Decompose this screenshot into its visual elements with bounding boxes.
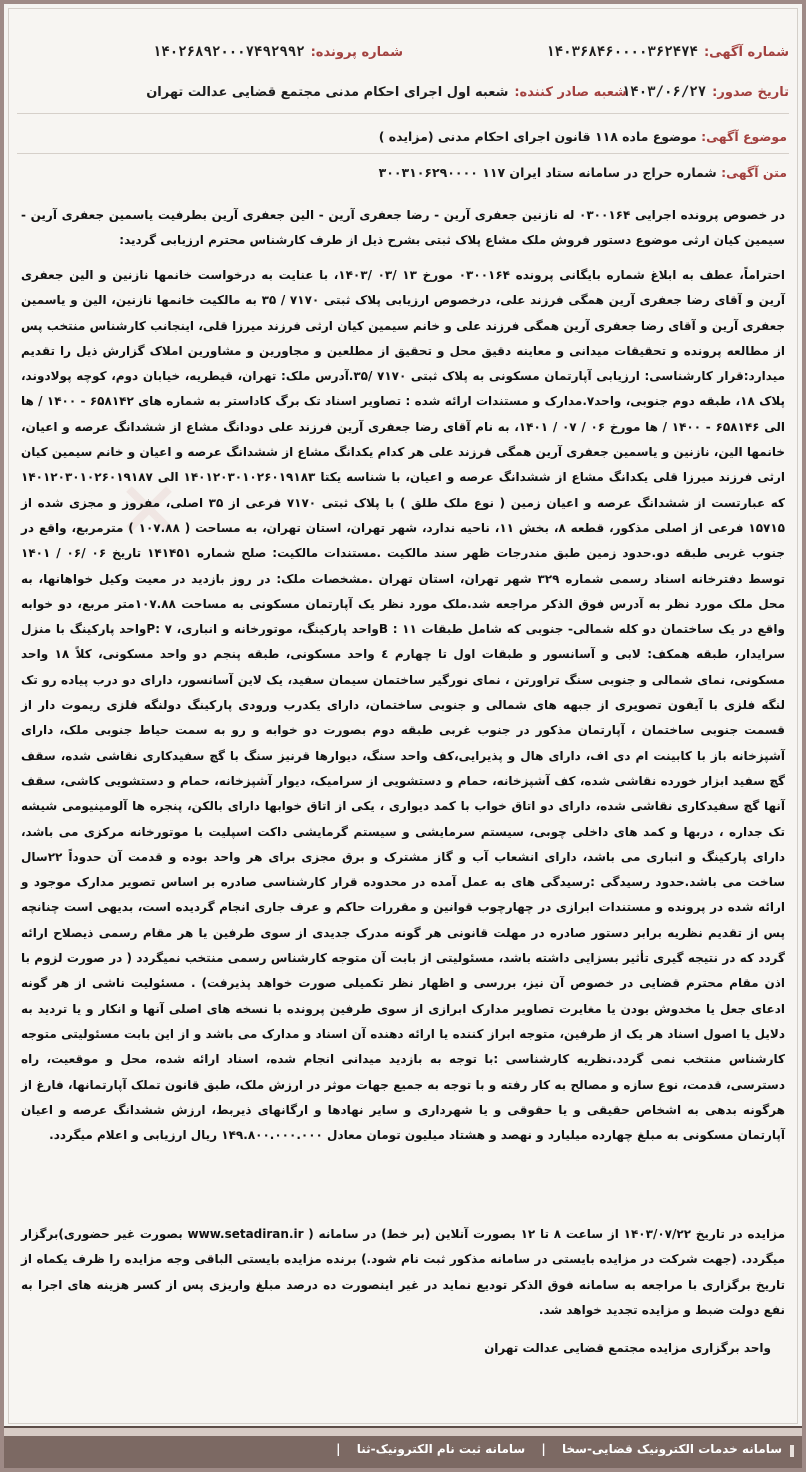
issuing-branch-cell bbox=[17, 85, 627, 100]
subject-value: موضوع ماده ۱۱۸ قانون اجرای احکام مدنی (مزایده ) bbox=[378, 129, 697, 144]
issue-date-cell bbox=[621, 84, 789, 100]
ad-text-label: متن آگهی: bbox=[721, 165, 787, 180]
footer-bar bbox=[4, 1426, 802, 1468]
subject-line bbox=[19, 129, 787, 144]
intro-paragraph bbox=[21, 203, 785, 254]
issue-date-label: تاریخ صدور: bbox=[712, 84, 789, 100]
ad-text-line bbox=[19, 165, 787, 180]
case-number-label: شماره پرونده: bbox=[310, 44, 403, 60]
header-row-2 bbox=[17, 79, 789, 105]
notice-panel bbox=[8, 8, 798, 1424]
case-number-cell bbox=[17, 44, 403, 60]
expert-report-paragraph bbox=[21, 263, 785, 1148]
case-number: ۱۴۰۲۶۸۹۲۰۰۰۷۴۹۲۹۹۲ bbox=[152, 44, 305, 60]
footer-divider-end: | bbox=[336, 1442, 341, 1456]
footer-marker-icon bbox=[790, 1445, 794, 1457]
footer-strip bbox=[4, 1428, 802, 1436]
auction-paragraph bbox=[21, 1222, 785, 1324]
ad-number-label: شماره آگهی: bbox=[703, 44, 789, 60]
signature-line bbox=[21, 1336, 785, 1361]
subject-divider bbox=[17, 153, 789, 154]
subject-label: موضوع آگهی: bbox=[701, 129, 787, 144]
issue-date: ۱۴۰۳/۰۶/۲۷ bbox=[621, 84, 707, 100]
ad-number-cell bbox=[418, 44, 789, 60]
auction-text: مزایده در تاریخ ۱۴۰۳/۰۷/۲۲ از ساعت ۸ تا ۱۲ بصورت آنلاین (بر خط) در سامانه ( www.setadiran.ir بصورت غیر حضوری)برگزار میگردد. (جهت شرکت در مزایده بایستی در سامانه مذکور ثبت نام شود.) برنده مزایده بایستی الباقی وجه مزایده را ظرف یکماه از تاریخ برگزاری با مراجعه به سامانه فوق الذکر تودیع نماید در غیر اینصورت ده درصد مبلغ واریزی پس از کسر هزینه های اجرا به نفع دولت ضبط و مزایده تجدید خواهد شد. bbox=[21, 1227, 785, 1318]
footer-links bbox=[330, 1442, 788, 1456]
footer-link-sakha[interactable]: سامانه خدمات الکترونیک قضایی-سخا bbox=[561, 1442, 782, 1456]
header-row-1 bbox=[17, 39, 789, 65]
header-divider bbox=[17, 113, 789, 114]
signature-text: واحد برگزاری مزایده مجتمع قضایی عدالت تهران bbox=[484, 1341, 771, 1355]
issuing-branch-label: شعبه صادر کننده: bbox=[514, 84, 627, 100]
footer-divider: | bbox=[541, 1442, 546, 1456]
intro-text: در خصوص پرونده اجرایی ۰۳۰۰۱۶۴ له نازنین جعفری آرین - رضا جعفری آرین - الین جعفری آرین بطرفیت یاسمین جعفری آرین - سیمین کیان ارثی موضوع دستور فروش ملک مشاع پلاک ثبتی بشرح ذیل از طرف کارشناس محترم ارزیابی گردید: bbox=[21, 208, 785, 248]
footer-link-sana[interactable]: سامانه ثبت نام الکترونیک-ثنا bbox=[356, 1442, 526, 1456]
ad-number: ۱۴۰۳۶۸۴۶۰۰۰۰۳۶۲۴۷۴ bbox=[546, 44, 698, 60]
issuing-branch: شعبه اول اجرای احکام مدنی مجتمع قضایی عدالت تهران bbox=[146, 84, 509, 100]
ad-text-value: شماره حراج در سامانه ستاد ایران ۱۱۷ ۳۰۰۳۱۰۶۲۹۰۰۰۰ bbox=[378, 165, 717, 180]
expert-report-text: احتراماً، عطف به ابلاغ شماره بایگانی پرونده ۰۳۰۰۱۶۴ مورخ ۱۳ /۰۳ /۱۴۰۳، با عنایت به درخواست خانمها نازنین و الین جعفری آرین و آقای رضا جعفری آرین همگی فرزند علی، درخصوص ارزیابی پلاک ثبتی ۷۱۷۰ / ۳۵ به مالکیت خانمها نازنین، الین و یاسمین جعفری آرین و آقای رضا جعفری آرین همگی فرزند علی و خانم سیمین کیان ارثی فرزند میرزا قلی، اینجانب کارشناس منتخب پس از مطالعه پرونده و تحقیقات میدانی و معاینه دقیق محل و تحقیق از مطلعین و مجاورین و مشاورین املاک گزارش ذیل را تقدیم میدارد:قرار کارشناسی: ارزیابی آپارتمان مسکونی به پلاک ثبتی ۷۱۷۰ /۳۵.آدرس ملک: تهران، قیطریه، خیابان دوم، کوچه پولادوند، پلاک ۱۸، طبقه دوم جنوبی، واحد۷.مدارک و مستندات ارائه شده : تصاویر اسناد تک برگ کاداستر به شماره های ۶۵۸۱۴۲ - ۱۴۰۰ / ها الی ۶۵۸۱۴۶ - ۱۴۰۰ / ها مورخ ۰۶ / ۰۷ / ۱۴۰۱، به نام آقای رضا جعفری آرین فرزند علی دودانگ مشاع از ششدانگ عرصه و اعیان، خانمها الین، نازنین و یاسمین جعفری آرین همگی فرزند علی هر کدام یکدانگ مشاع از ششدانگ عرصه و اعیان و خانم سیمین کیان ارثی فرزند میرزا قلی یکدانگ مشاع از ششدانگ عرصه و اعیان، با شناسه یکتا ۱۴۰۱۲۰۳۰۱۰۲۶۰۱۹۱۸۳ الی ۱۴۰۱۲۰۳۰۱۰۲۶۰۱۹۱۸۷ که عبارتست از ششدانگ عرصه و اعیان زمین ( نوع ملک طلق ) با پلاک ثبتی ۷۱۷۰ فرعی از ۳۵ اصلی، مفروز و مجزی شده از ۱۵۷۱۵ فرعی از اصلی مذکور، قطعه ۸، بخش ۱۱، ناحیه ندارد، شهر تهران، استان تهران، به مساحت ( ۱۰۷.۸۸ ) مترمربع، واقع در جنوب غربی طبقه دو.حدود زمین طبق مندرجات ظهر سند مالکیت .مستندات مالکیت: صلح شماره ۱۴۱۴۵۱ تاریخ ۰۶ /۰۶ / ۱۴۰۱ توسط دفترخانه اسناد رسمی شماره ۳۲۹ شهر تهران، استان تهران .مشخصات ملک: در روز بازدید در معیت وکیل خواهانها، به محل ملک مورد نظر به آدرس فوق الذکر مراجعه شد.ملک مورد نظر یک آپارتمان مسکونی به مساحت ۱۰۷.۸۸متر مربع، دو خوابه واقع در یک ساختمان دو کله شمالی- جنوبی که شامل طبقات ۱۱ : Bواحد پارکینگ، موتورخانه و انباری، ۷ :Pواحد پارکینگ با منزل سرایدار، طبقه همکف: لابی و آسانسور و طبقات اول تا چهارم ٤ واحد مسکونی، طبقه پنجم دو واحد مسکونی، کلاً ۱۸ واحد مسکونی، نمای شمالی و جنوبی سنگ تراورتن ، نمای نورگیر ساختمان سیمان سفید، یک لاین آسانسور، دارای دو درب پیاده رو تک لنگه فلزی با آیفون تصویری از جبهه های شمالی و جنوبی ساختمان، دارای یکدرب ورودی پارکینگ دولنگه فلزی ریموت دار از قسمت جنوبی ساختمان ، آپارتمان مذکور در جنوب غربی طبقه دوم بصورت دو خوابه و رو به سمت حیاط جنوبی ملک، دارای آشپزخانه باز با کابینت ام دی اف، دارای هال و پذیرایی،کف واحد سنگ، دیوارها قرنیز سنگ با گچ سفیدکاری نقاشی شده، سقف گچ سفید ابزار خورده نقاشی شده، کف آشپزخانه، حمام و دستشویی از سرامیک، دیوار آشپزخانه، حمام و دستشویی کاشی، سقف آنها گچ سفیدکاری نقاشی شده، دارای دو اتاق خواب با کمد دیواری ، یکی از اتاق خوابها دارای بالکن، پنجره ها آلومینیومی شیشه تک جداره ، دربها و کمد های داخلی چوبی، سیستم سرمایشی و سیستم گرمایشی داکت اسپلیت با موتورخانه مرکزی می باشد، دارای پارکینگ و انباری می باشد، دارای انشعاب آب و گاز مشترک و برق مجزی برای هر واحد بوده و قدمت آن حدوداً ۲۲سال ساخت می باشد.حدود رسیدگی :رسیدگی های به عمل آمده در محدوده قرار کارشناسی صادره بر اساس تصویر مدارک موجود و ارائه شده در پرونده و مستندات ابرازی در چهارچوب قوانین و مقررات حاکم و عرف جاری انجام گردیده است، بدیهی است چنانچه پس از تقدیم نظریه برابر دستور صادره در مهلت قانونی هر گونه مدرک جدیدی از سوی طرفین یا هر مقام رسمی ذیصلاح ارائه گردد که در نتیجه گیری تأثیر بسزایی داشته باشد، مسئولیتی از بابت آن متوجه کارشناس رسمی منتخب نمیگردد ( در صورت لزوم با اذن مقام محترم قضایی در خصوص آن نیز، بررسی و اظهار نظر تکمیلی صورت خواهد پذیرفت) . مسئولیت ناشی از هر گونه ادعای جعل یا مخدوش بودن یا مغایرت تصاویر مدارک ابرازی از سوی طرفین پرونده با نسخه های اصلی آنها و انکار و یا تردید به دلایل یا اصول اسناد هر یک از طرفین، متوجه ابراز کننده یا ارائه دهنده آن اسناد و مدارک می باشد و از این بابت مسئولیتی متوجه کارشناس منتخب نمی گردد.نظریه کارشناسی :با توجه به بازدید میدانی انجام شده، اسناد ارائه شده، محل و موقعیت، راه دسترسی، قدمت، نوع سازه و مصالح به کار رفته و با توجه به جمیع جهات موثر در ارزش ملک، طبق قانون تملک آپارتمانها، فارغ از هرگونه بدهی به اشخاص حقیقی و یا حقوقی و یا شهرداری و سایر نهادها و ارگانهای ذیربط، ارزش ششدانگ عرصه و اعیان آپارتمان مسکونی به مبلغ چهارده میلیارد و نهصد و هشتاد میلیون تومان معادل ۱۴۹.۸۰۰.۰۰۰.۰۰۰ ریال ارزیابی و اعلام میگردد. bbox=[21, 268, 786, 1143]
